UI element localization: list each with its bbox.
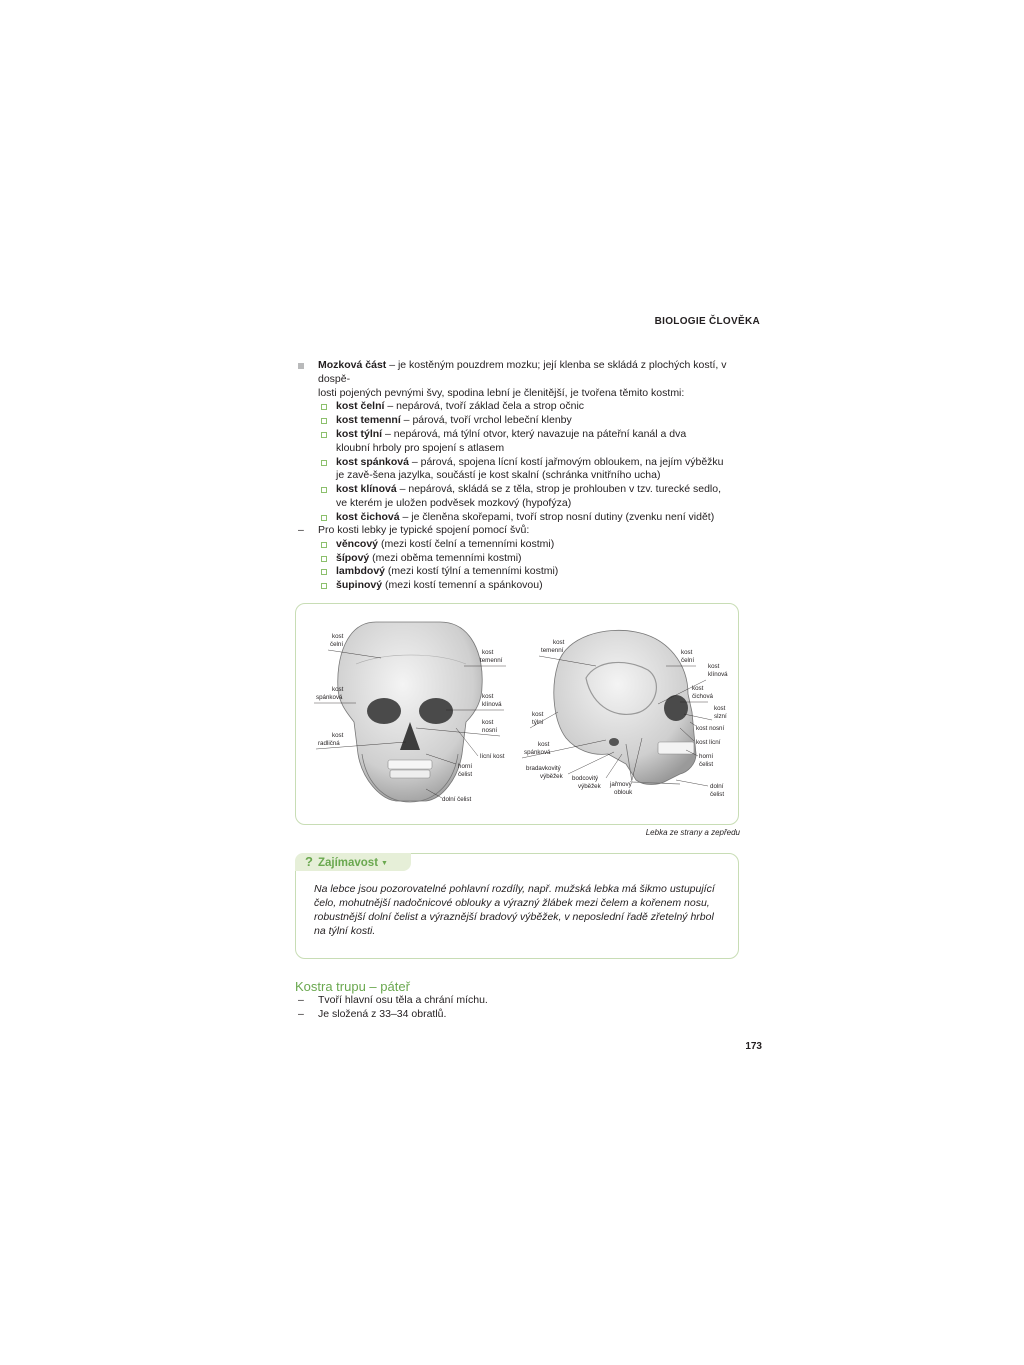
front-upper-teeth <box>388 760 432 769</box>
bone-term: kost týlní <box>336 427 383 440</box>
label-front-klinova-1: kost <box>482 693 494 700</box>
checkbox-bullet-icon <box>321 542 327 548</box>
bone-item-spankova <box>318 456 731 484</box>
label-front-klinova-2: klínová <box>482 701 502 708</box>
label-side-jarmovy-2: oblouk <box>614 789 633 796</box>
bone-item-celni <box>318 400 750 414</box>
side-ear-canal <box>609 738 619 746</box>
side-teeth <box>658 742 694 754</box>
label-front-celni-1: kost <box>332 633 344 640</box>
label-side-dolni-2: čelist <box>710 791 725 798</box>
label-side-jarmovy-1: jařmový <box>610 781 632 788</box>
label-front-temenni-2: temenní <box>480 657 503 664</box>
suture-list <box>298 538 750 593</box>
question-mark-icon: ? <box>305 854 313 869</box>
label-side-nosni: kost nosní <box>696 725 725 732</box>
label-front-nosni-2: nosní <box>482 727 498 734</box>
label-side-bodcovity-2: výběžek <box>578 783 601 790</box>
front-lower-teeth <box>390 770 430 778</box>
bone-item-klinova <box>318 483 731 511</box>
side-skull <box>554 630 696 784</box>
bone-desc: – nepárová, má týlní otvor, který navazuje na páteřní kanál a dva kloubní hrboly pro spojení s atlasem <box>336 427 687 454</box>
label-side-slzni-1: kost <box>714 705 726 712</box>
skull-illustration <box>296 604 738 824</box>
checkbox-bullet-icon <box>321 418 327 424</box>
label-front-horni-1: horní <box>458 763 473 770</box>
suture-desc: (mezi kostí temenní a spánkovou) <box>382 579 543 592</box>
cranial-part-desc-1: – je kostěným pouzdrem mozku; její klenba se skládá z plochých kostí, v dospě- <box>318 359 727 385</box>
front-left-orbit <box>367 698 401 724</box>
bone-item-tylni <box>318 428 722 456</box>
bone-desc: – je členěna skořepami, tvoří strop nosní dutiny (zvenku není vidět) <box>399 510 715 523</box>
checkbox-bullet-icon <box>321 569 327 575</box>
cranial-part-desc-2: losti pojených pevnými švy, spodina lební je členitější, je tvořena těmito kostmi: <box>318 386 685 399</box>
label-side-licni: kost lícní <box>696 739 721 746</box>
label-front-temenni-1: kost <box>482 649 494 656</box>
label-side-bradavkovity-1: bradavkovitý <box>526 765 561 772</box>
suture-term: věncový <box>336 537 379 550</box>
suture-desc: (mezi oběma temenními kostmi) <box>369 551 522 564</box>
page-number: 173 <box>745 1041 762 1052</box>
section-heading: Kostra trupu – páteř <box>295 979 410 994</box>
suture-item <box>318 579 750 593</box>
label-front-licni: lícní kost <box>480 753 505 760</box>
label-side-tylni-1: kost <box>532 711 544 718</box>
cranial-part-text <box>318 359 750 400</box>
checkbox-bullet-icon <box>321 404 327 410</box>
checkbox-bullet-icon <box>321 432 327 438</box>
suture-desc: (mezi kostí týlní a temenními kostmi) <box>385 565 559 578</box>
dash-bullet: – <box>298 1007 304 1020</box>
label-side-horni-1: horní <box>699 753 714 760</box>
bone-desc: – párová, spojena lícní kostí jařmovým obloukem, na jejím výběžku je zavě-šena jazylka, součástí je kost skalní (schránka vnitřního ucha) <box>336 455 724 482</box>
label-side-temenni-1: kost <box>553 639 565 646</box>
list-item-text: Je složená z 33–34 obratlů. <box>318 1007 447 1020</box>
suture-item <box>318 565 750 579</box>
skull-figure <box>295 603 739 825</box>
label-front-dolni: dolní čelist <box>442 796 472 803</box>
dash-bullet: – <box>298 524 304 536</box>
bone-term: kost spánková <box>336 455 409 468</box>
label-side-klinova-1: kost <box>708 663 720 670</box>
front-right-orbit <box>419 698 453 724</box>
bone-term: kost klínová <box>336 483 397 496</box>
label-side-spankova-1: kost <box>538 741 550 748</box>
bone-term: kost temenní <box>336 414 401 427</box>
checkbox-bullet-icon <box>321 487 327 493</box>
bone-desc: – nepárová, tvoří základ čela a strop očnic <box>384 400 585 413</box>
bone-item-temenni <box>318 414 750 428</box>
label-side-klinova-2: klínová <box>708 671 728 678</box>
interest-text: Na lebce jsou pozorovatelné pohlavní rozdíly, např. mužská lebka má šikmo ustupující čelo, mohutnější nadočnicové oblouky a výrazný žlábek mezi čelem a kořenem nosu, robustnější dolní čelist a výraznější bradový výběžek, v neposlední řadě zřetelný hrbol na týlní kosti. <box>314 883 715 937</box>
sutures-intro: Pro kosti lebky je typické spojení pomocí švů: <box>318 524 530 536</box>
label-side-bradavkovity-2: výběžek <box>540 773 563 780</box>
running-header: BIOLOGIE ČLOVĚKA <box>654 316 760 327</box>
triangle-down-icon: ▼ <box>381 860 388 867</box>
label-front-spankova-1: kost <box>332 686 344 693</box>
checkbox-bullet-icon <box>321 583 327 589</box>
label-side-spankova-2: spánková <box>524 749 551 756</box>
label-side-celni-2: čelní <box>681 657 695 664</box>
label-side-bodcovity-1: bodcovitý <box>572 775 599 782</box>
cranial-part-term: Mozková část <box>318 359 387 371</box>
checkbox-bullet-icon <box>321 460 327 466</box>
bone-term: kost čichová <box>336 510 400 523</box>
bone-term: kost čelní <box>336 400 385 413</box>
label-side-dolni-1: dolní <box>710 783 724 790</box>
label-front-nosni-1: kost <box>482 719 494 726</box>
figure-caption: Lebka ze strany a zepředu <box>645 828 740 837</box>
label-side-horni-2: čelist <box>699 761 714 768</box>
interest-tab <box>295 853 411 871</box>
label-front-radlicna-1: kost <box>332 732 344 739</box>
sutures-item <box>298 524 750 593</box>
label-front-radlicna-2: radličná <box>318 740 340 747</box>
list-item-text: Tvoří hlavní osu těla a chrání míchu. <box>318 994 488 1006</box>
bone-desc: – nepárová, skládá se z těla, strop je prohlouben v tzv. turecké sedlo, ve kterém je uložen podvěsek mozkový (hypofýza) <box>336 483 722 509</box>
checkbox-bullet-icon <box>321 515 327 521</box>
square-bullet-icon <box>298 363 304 369</box>
cranial-part-item <box>298 359 750 525</box>
suture-item <box>318 538 750 552</box>
list-item <box>298 994 738 1008</box>
bone-desc: – párová, tvoří vrchol lebeční klenby <box>400 414 572 427</box>
interest-title: Zajímavost <box>317 857 379 869</box>
label-side-temenni-2: temenní <box>541 647 564 654</box>
suture-term: šípový <box>336 551 370 564</box>
label-front-spankova-2: spánková <box>316 694 343 701</box>
dash-bullet: – <box>298 994 304 1006</box>
label-side-cichova-1: kost <box>692 685 704 692</box>
spine-list <box>298 994 738 1022</box>
checkbox-bullet-icon <box>321 556 327 562</box>
label-side-cichova-2: čichová <box>692 693 713 700</box>
suture-item <box>318 552 750 566</box>
label-front-celni-2: čelní <box>330 641 344 648</box>
label-side-tylni-2: týlní <box>532 719 544 726</box>
label-side-celni-1: kost <box>681 649 693 656</box>
bone-item-cichova <box>318 511 750 525</box>
suture-term: šupinový <box>336 579 383 592</box>
label-front-horni-2: čelist <box>458 771 473 778</box>
bone-list <box>298 400 750 524</box>
suture-term: lambdový <box>336 565 386 578</box>
list-item <box>298 1008 738 1022</box>
suture-desc: (mezi kostí čelní a temenními kostmi) <box>378 537 555 550</box>
label-side-slzni-2: slzní <box>714 713 727 720</box>
side-orbit <box>664 695 688 721</box>
